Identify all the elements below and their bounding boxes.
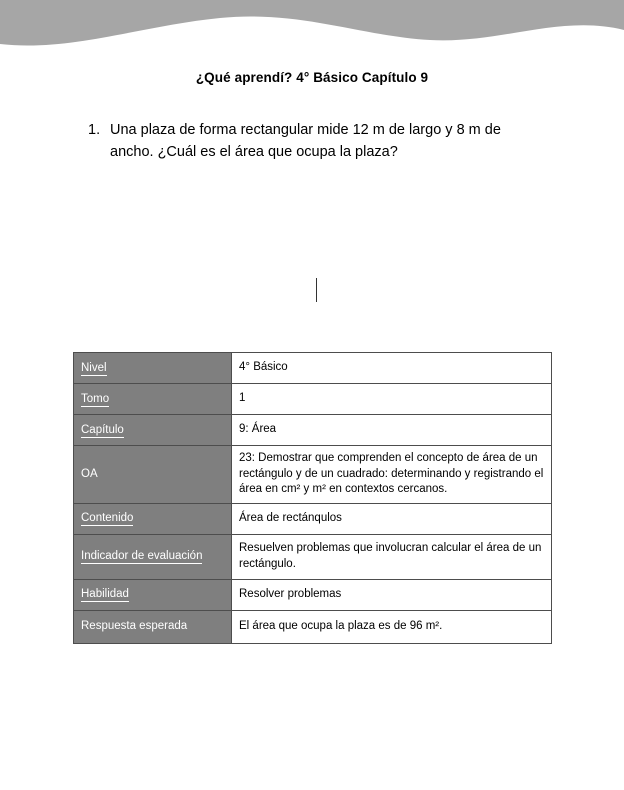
table-row-value-oa: 23: Demostrar que comprenden el concepto de área de un rectángulo y de un cuadrado: determinando y registrando el área en cm² y m² en contextos cercanos. <box>232 446 552 504</box>
decorative-wave-banner <box>0 0 624 62</box>
table-row-value-tomo: 1 <box>232 384 552 415</box>
label-text: Indicador de evaluación <box>81 550 203 563</box>
table-row <box>74 446 552 504</box>
table-row-value-indicador: Resuelven problemas que involucran calcular el área de un rectángulo. <box>232 534 552 579</box>
question-item <box>88 120 508 164</box>
table-row-label-oa <box>74 446 232 504</box>
table-row-label-indicador <box>74 534 232 579</box>
table-row <box>74 610 552 643</box>
table-row <box>74 579 552 610</box>
table-row <box>74 415 552 446</box>
label-text: OA <box>81 468 98 481</box>
metadata-table <box>73 352 552 644</box>
table-row-label-habilidad <box>74 579 232 610</box>
table-row-label-tomo <box>74 384 232 415</box>
page-title: ¿Qué aprendí? 4° Básico Capítulo 9 <box>195 70 429 85</box>
label-text: Contenido <box>81 512 134 525</box>
table-row-value-nivel: 4° Básico <box>232 353 552 384</box>
table-row-label-capitulo <box>74 415 232 446</box>
table-row <box>74 534 552 579</box>
table-row <box>74 384 552 415</box>
question-number: 1. <box>88 122 101 138</box>
table-row-label-respuesta <box>74 610 232 643</box>
table-row <box>74 353 552 384</box>
table-row-value-habilidad: Resolver problemas <box>232 579 552 610</box>
text-cursor-caret <box>316 278 317 302</box>
label-text: Capítulo <box>81 423 124 436</box>
table-row-label-contenido <box>74 503 232 534</box>
table-row-label-nivel <box>74 353 232 384</box>
label-text: Nivel <box>81 361 107 374</box>
question-block <box>88 120 508 164</box>
label-text: Habilidad <box>81 588 129 601</box>
question-text: Una plaza de forma rectangular mide 12 m de largo y 8 m de ancho. ¿Cuál es el área que ocupa la plaza? <box>110 122 501 160</box>
table-row <box>74 503 552 534</box>
label-text: Respuesta esperada <box>81 620 188 633</box>
table-row-value-respuesta: El área que ocupa la plaza es de 96 m². <box>232 610 552 643</box>
table-row-value-capitulo: 9: Área <box>232 415 552 446</box>
label-text: Tomo <box>81 392 110 405</box>
table-row-value-contenido: Área de rectánqulos <box>232 503 552 534</box>
